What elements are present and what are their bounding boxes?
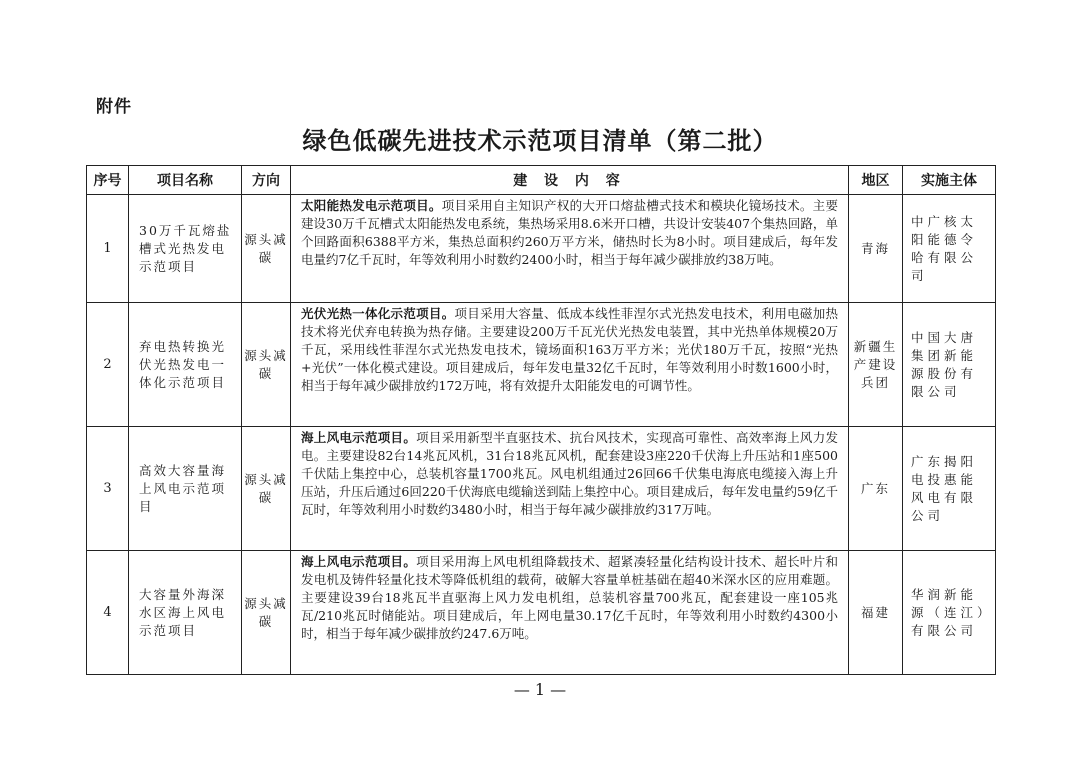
row-number: 3 [87, 427, 129, 551]
project-direction: 源头减碳 [242, 303, 291, 427]
content-body: 项目采用大容量、低成本线性菲涅尔式光热发电技术，利用电磁加热技术将光伏弃电转换为热存储。主要建设200万千瓦光伏光热发电装置，其中光热单体规模20万千瓦，采用线性菲涅尔式光热发电技术，镜场面积163万平方米；光伏180万千瓦，按照“光热+光伏”一体化模式建设。项目建成后，每年发电量32亿千瓦时，年等效利用小时数1600小时，相当于每年减少碳排放约172万吨，将有效提升太阳能发电的可调节性。 [301, 306, 838, 393]
header-project-name: 项目名称 [129, 166, 242, 195]
project-content [291, 551, 849, 675]
project-organization: 中国大唐集团新能源股份有限公司 [903, 303, 996, 427]
project-organization: 广东揭阳电投惠能风电有限公司 [903, 427, 996, 551]
project-direction: 源头减碳 [242, 551, 291, 675]
row-number: 4 [87, 551, 129, 675]
project-table [86, 165, 996, 675]
project-region: 广东 [849, 427, 903, 551]
table-row [87, 551, 996, 675]
page-number: — 1 — [513, 680, 567, 699]
row-number: 2 [87, 303, 129, 427]
project-content [291, 195, 849, 303]
project-name: 大容量外海深水区海上风电示范项目 [129, 551, 242, 675]
table-row [87, 303, 996, 427]
content-lead: 太阳能热发电示范项目。 [301, 198, 442, 213]
project-organization: 中广核太阳能德令哈有限公司 [903, 195, 996, 303]
project-region: 新疆生产建设兵团 [849, 303, 903, 427]
table-header-row [87, 166, 996, 195]
project-name: 高效大容量海上风电示范项目 [129, 427, 242, 551]
project-content [291, 427, 849, 551]
header-content: 建 设 内 容 [291, 166, 849, 195]
header-organization: 实施主体 [903, 166, 996, 195]
project-region: 福建 [849, 551, 903, 675]
project-name: 弃电热转换光伏光热发电一体化示范项目 [129, 303, 242, 427]
header-direction: 方向 [242, 166, 291, 195]
project-name: 30万千瓦熔盐槽式光热发电示范项目 [129, 195, 242, 303]
header-number: 序号 [87, 166, 129, 195]
content-lead: 光伏光热一体化示范项目。 [301, 306, 455, 321]
attachment-label: 附件 [96, 97, 132, 117]
content-lead: 海上风电示范项目。 [301, 554, 417, 569]
header-region: 地区 [849, 166, 903, 195]
content-body: 项目采用新型半直驱技术、抗台风技术，实现高可靠性、高效率海上风力发电。主要建设82台14兆瓦风机，31台18兆瓦风机，配套建设3座220千伏海上升压站和1座500千伏陆上集控中心，总装机容量1700兆瓦。风电机组通过26回66千伏集电海底电缆接入海上升压站，升压后通过6回220千伏海底电缆输送到陆上集控中心。项目建成后，每年发电量约59亿千瓦时，年等效利用小时数约3480小时，相当于每年减少碳排放约317万吨。 [301, 430, 838, 517]
content-lead: 海上风电示范项目。 [301, 430, 417, 445]
project-content [291, 303, 849, 427]
project-direction: 源头减碳 [242, 195, 291, 303]
project-organization: 华润新能源（连江）有限公司 [903, 551, 996, 675]
table-row [87, 195, 996, 303]
content-body: 项目采用海上风电机组降载技术、超紧凑轻量化结构设计技术、超长叶片和发电机及铸件轻量化技术等降低机组的载荷，破解大容量单桩基础在超40米深水区的应用难题。主要建设39台18兆瓦半直驱海上风力发电机组，总装机容量700兆瓦，配套建设一座105兆瓦/210兆瓦时储能站。项目建成后，年上网电量30.17亿千瓦时，年等效利用小时数约4300小时，相当于每年减少碳排放约247.6万吨。 [301, 554, 838, 641]
project-direction: 源头减碳 [242, 427, 291, 551]
content-body: 项目采用自主知识产权的大开口熔盐槽式技术和模块化镜场技术。主要建设30万千瓦槽式太阳能热发电系统，集热场采用8.6米开口槽，共设计安装407个集热回路，单个回路面积6388平方米，集热总面积约260万平方米，储热时长为8小时。项目建成后，每年发电量约7亿千瓦时，年等效利用小时数约2400小时，相当于每年减少碳排放约38万吨。 [301, 198, 838, 267]
table-row [87, 427, 996, 551]
row-number: 1 [87, 195, 129, 303]
project-region: 青海 [849, 195, 903, 303]
document-title: 绿色低碳先进技术示范项目清单（第二批） [302, 126, 778, 155]
